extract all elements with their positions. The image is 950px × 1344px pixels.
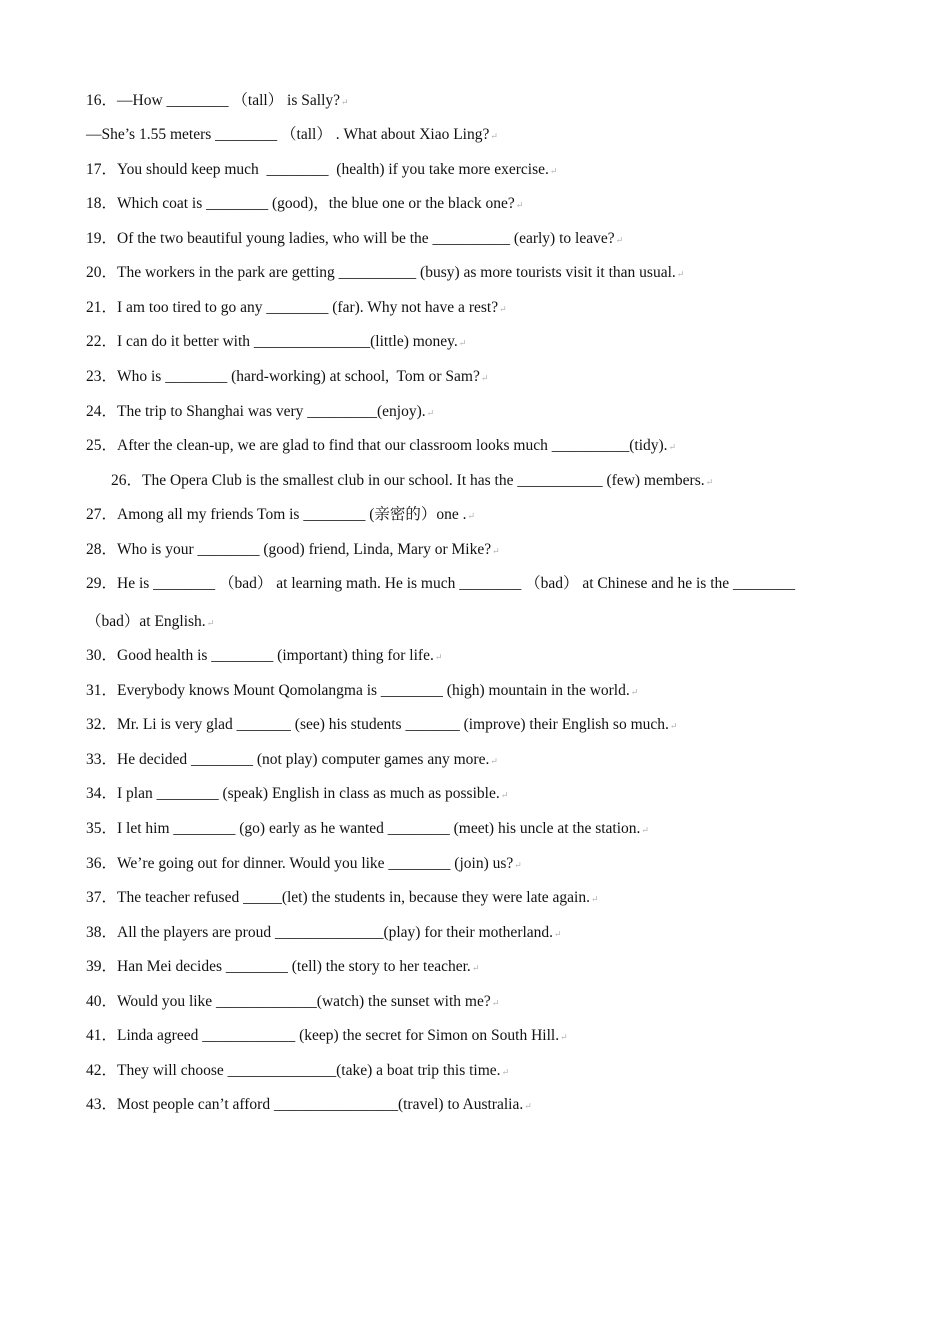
question-text: 21．I am too tired to go any ________ (far). Why not have a rest?	[86, 299, 499, 316]
question-16-answer-line	[86, 125, 498, 146]
question-text: 35．I let him ________ (go) early as he wanted ________ (meet) his uncle at the station.	[86, 820, 641, 837]
paragraph-mark-icon: ↵	[480, 373, 489, 383]
paragraph-mark-icon: ↵	[669, 721, 678, 731]
question-text: 20．The workers in the park are getting __________ (busy) as more tourists visit it than usual.	[86, 264, 676, 281]
question-35	[86, 819, 649, 840]
question-21	[86, 298, 507, 319]
paragraph-mark-icon: ↵	[514, 860, 522, 870]
question-17	[86, 160, 557, 181]
question-text: 32．Mr. Li is very glad _______ (see) his students _______ (improve) their English so much.	[86, 716, 669, 733]
paragraph-mark-icon: ↵	[490, 756, 498, 766]
paragraph-mark-icon: ↵	[515, 200, 524, 210]
question-43	[86, 1095, 532, 1116]
question-text: 42．They will choose ______________(take) a boat trip this time.	[86, 1062, 501, 1079]
question-text: 36．We’re going out for dinner. Would you like ________ (join) us?	[86, 855, 514, 872]
question-16	[86, 91, 349, 112]
question-24	[86, 402, 434, 423]
question-text: （bad）at English.	[86, 613, 206, 630]
question-text: 43．Most people can’t afford ________________(travel) to Australia.	[86, 1096, 524, 1113]
paragraph-mark-icon: ↵	[668, 442, 677, 452]
paragraph-mark-icon: ↵	[492, 546, 500, 556]
question-text: 26．The Opera Club is the smallest club in our school. It has the ___________ (few) members.	[111, 472, 705, 489]
paragraph-mark-icon: ↵	[467, 511, 476, 521]
question-text: 23．Who is ________ (hard-working) at school, Tom or Sam?	[86, 368, 480, 385]
paragraph-mark-icon: ↵	[524, 1101, 532, 1111]
question-37	[86, 888, 599, 909]
question-text: 38．All the players are proud ______________(play) for their motherland.	[86, 924, 554, 941]
question-text: —She’s 1.55 meters ________ （tall） . What about Xiao Ling?	[86, 126, 490, 143]
question-text: 29．He is ________ （bad） at learning math. He is much ________ （bad） at Chinese and he is the ________	[86, 575, 796, 592]
paragraph-mark-icon: ↵	[705, 477, 714, 487]
question-31	[86, 681, 638, 702]
question-34	[86, 784, 508, 805]
question-text: 24．The trip to Shanghai was very _________(enjoy).	[86, 403, 426, 420]
paragraph-mark-icon: ↵	[615, 235, 624, 245]
paragraph-mark-icon: ↵	[590, 894, 599, 904]
paragraph-mark-icon: ↵	[341, 97, 349, 107]
question-41	[86, 1026, 568, 1047]
question-text: 27．Among all my friends Tom is ________ (亲密的）one .	[86, 506, 467, 523]
question-text: 31．Everybody knows Mount Qomolangma is ________ (high) mountain in the world.	[86, 682, 630, 699]
question-text: 19．Of the two beautiful young ladies, who will be the __________ (early) to leave?	[86, 230, 615, 247]
question-text: 16．—How ________ （tall） is Sally?	[86, 92, 341, 109]
paragraph-mark-icon: ↵	[426, 408, 435, 418]
paragraph-mark-icon: ↵	[499, 304, 507, 314]
paragraph-mark-icon: ↵	[471, 963, 480, 973]
paragraph-mark-icon: ↵	[630, 687, 639, 697]
question-30	[86, 646, 442, 667]
paragraph-mark-icon: ↵	[458, 338, 467, 348]
question-text: 28．Who is your ________ (good) friend, Linda, Mary or Mike?	[86, 541, 492, 558]
question-text: 39．Han Mei decides ________ (tell) the story to her teacher.	[86, 958, 471, 975]
question-39	[86, 957, 479, 978]
question-22	[86, 332, 466, 353]
question-text: 17．You should keep much ________ (health) if you take more exercise.	[86, 161, 549, 178]
question-28	[86, 540, 500, 561]
paragraph-mark-icon: ↵	[206, 618, 215, 628]
question-19	[86, 229, 623, 250]
question-26	[111, 471, 713, 492]
question-33	[86, 750, 498, 771]
question-32	[86, 715, 677, 736]
question-text: 33．He decided ________ (not play) computer games any more.	[86, 751, 490, 768]
question-text: 34．I plan ________ (speak) English in class as much as possible.	[86, 785, 500, 802]
question-40	[86, 992, 499, 1013]
question-text: 25．After the clean-up, we are glad to find that our classroom looks much __________(tidy).	[86, 437, 668, 454]
question-25	[86, 436, 676, 457]
paragraph-mark-icon: ↵	[490, 131, 498, 141]
question-42	[86, 1061, 509, 1082]
question-23	[86, 367, 488, 388]
paragraph-mark-icon: ↵	[491, 998, 500, 1008]
question-text: 30．Good health is ________ (important) thing for life.	[86, 647, 434, 664]
paragraph-mark-icon: ↵	[549, 166, 558, 176]
paragraph-mark-icon: ↵	[500, 790, 509, 800]
paragraph-mark-icon: ↵	[676, 269, 685, 279]
question-text: 18．Which coat is ________ (good)，the blue one or the black one?	[86, 195, 515, 212]
paragraph-mark-icon: ↵	[560, 1032, 568, 1042]
question-text: 37．The teacher refused _____(let) the students in, because they were late again.	[86, 889, 590, 906]
question-text: 22．I can do it better with _______________(little) money.	[86, 333, 458, 350]
question-38	[86, 923, 562, 944]
paragraph-mark-icon: ↵	[554, 929, 562, 939]
paragraph-mark-icon: ↵	[641, 825, 649, 835]
paragraph-mark-icon: ↵	[434, 652, 443, 662]
question-36	[86, 854, 522, 875]
paragraph-mark-icon: ↵	[501, 1067, 510, 1077]
question-29-continued	[86, 612, 214, 633]
question-20	[86, 263, 684, 284]
question-29	[86, 574, 795, 594]
question-18	[86, 194, 523, 215]
question-text: 41．Linda agreed ____________ (keep) the secret for Simon on South Hill.	[86, 1027, 560, 1044]
question-text: 40．Would you like _____________(watch) the sunset with me?	[86, 993, 491, 1010]
question-27	[86, 505, 475, 526]
